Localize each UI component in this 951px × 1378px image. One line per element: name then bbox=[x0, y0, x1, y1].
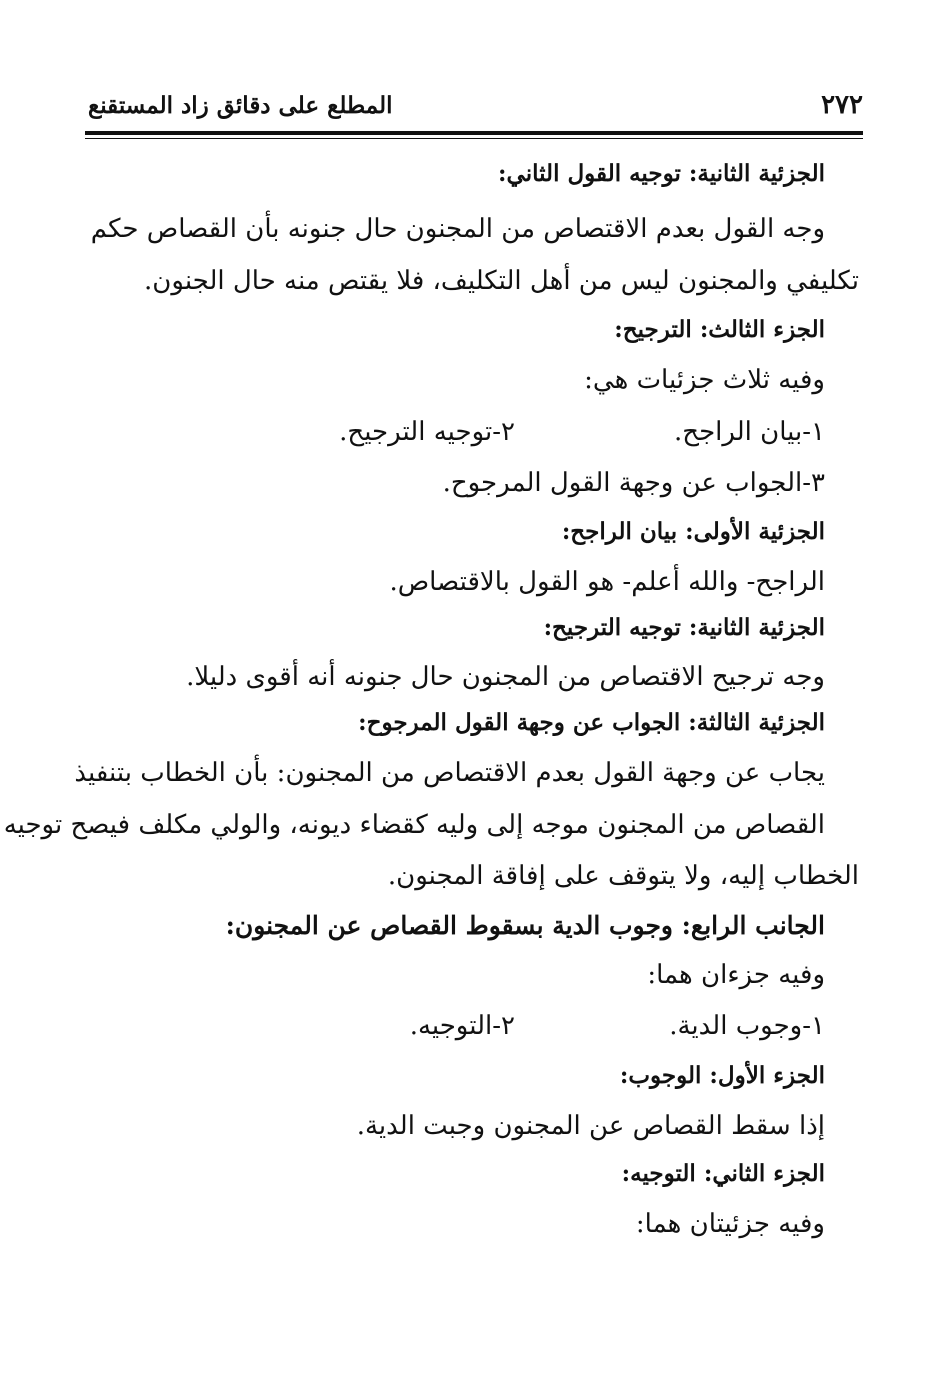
subheading: الجزئية الثانية: توجيه القول الثاني: bbox=[498, 160, 825, 187]
paragraph-line: إذا سقط القصاص عن المجنون وجبت الدية. bbox=[356, 1111, 825, 1141]
paragraph-line: وجه القول بعدم الاقتصاص من المجنون حال جنونه بأن القصاص حكم bbox=[90, 214, 825, 244]
list-item: ٣-الجواب عن وجهة القول المرجوح. bbox=[442, 468, 825, 498]
list-item: ٢-التوجيه. bbox=[409, 1011, 515, 1041]
list-item: ١-بيان الراجح. bbox=[674, 417, 825, 447]
section-heading: الجانب الرابع: وجوب الدية بسقوط القصاص عن المجنون: bbox=[225, 911, 825, 940]
paragraph-line: الراجح- والله أعلم- هو القول بالاقتصاص. bbox=[389, 567, 825, 597]
subheading: الجزء الثالث: الترجيح: bbox=[614, 316, 825, 343]
subheading: الجزئية الأولى: بيان الراجح: bbox=[561, 518, 825, 545]
list-item: ١-وجوب الدية. bbox=[669, 1011, 825, 1041]
running-title: المطلع على دقائق زاد المستقنع bbox=[88, 92, 393, 119]
subheading: الجزء الأول: الوجوب: bbox=[619, 1062, 825, 1089]
paragraph-line: يجاب عن وجهة القول بعدم الاقتصاص من المجنون: بأن الخطاب بتنفيذ bbox=[74, 758, 825, 788]
header-rule-thick bbox=[85, 131, 863, 135]
list-item: ٢-توجيه الترجيح. bbox=[339, 417, 515, 447]
paragraph-line: وفيه جزئيتان هما: bbox=[635, 1209, 825, 1239]
paragraph-line: وجه ترجيح الاقتصاص من المجنون حال جنونه أنه أقوى دليلا. bbox=[186, 662, 825, 692]
paragraph-line: القصاص من المجنون موجه إلى وليه كقضاء ديونه، والولي مكلف فيصح توجيه bbox=[3, 810, 825, 840]
page-number: ٢٧٢ bbox=[821, 90, 863, 120]
paragraph-line: وفيه ثلاث جزئيات هي: bbox=[584, 365, 825, 395]
subheading: الجزء الثاني: التوجيه: bbox=[621, 1160, 825, 1187]
subheading: الجزئية الثانية: توجيه الترجيح: bbox=[543, 614, 825, 641]
paragraph-line: تكليفي والمجنون ليس من أهل التكليف، فلا يقتص منه حال الجنون. bbox=[144, 266, 859, 296]
paragraph-line: الخطاب إليه، ولا يتوقف على إفاقة المجنون. bbox=[387, 861, 859, 891]
page-header bbox=[88, 88, 863, 128]
paragraph-line: وفيه جزءان هما: bbox=[647, 960, 825, 990]
subheading: الجزئية الثالثة: الجواب عن وجهة القول المرجوح: bbox=[358, 709, 825, 736]
header-rule-thin bbox=[85, 138, 863, 139]
